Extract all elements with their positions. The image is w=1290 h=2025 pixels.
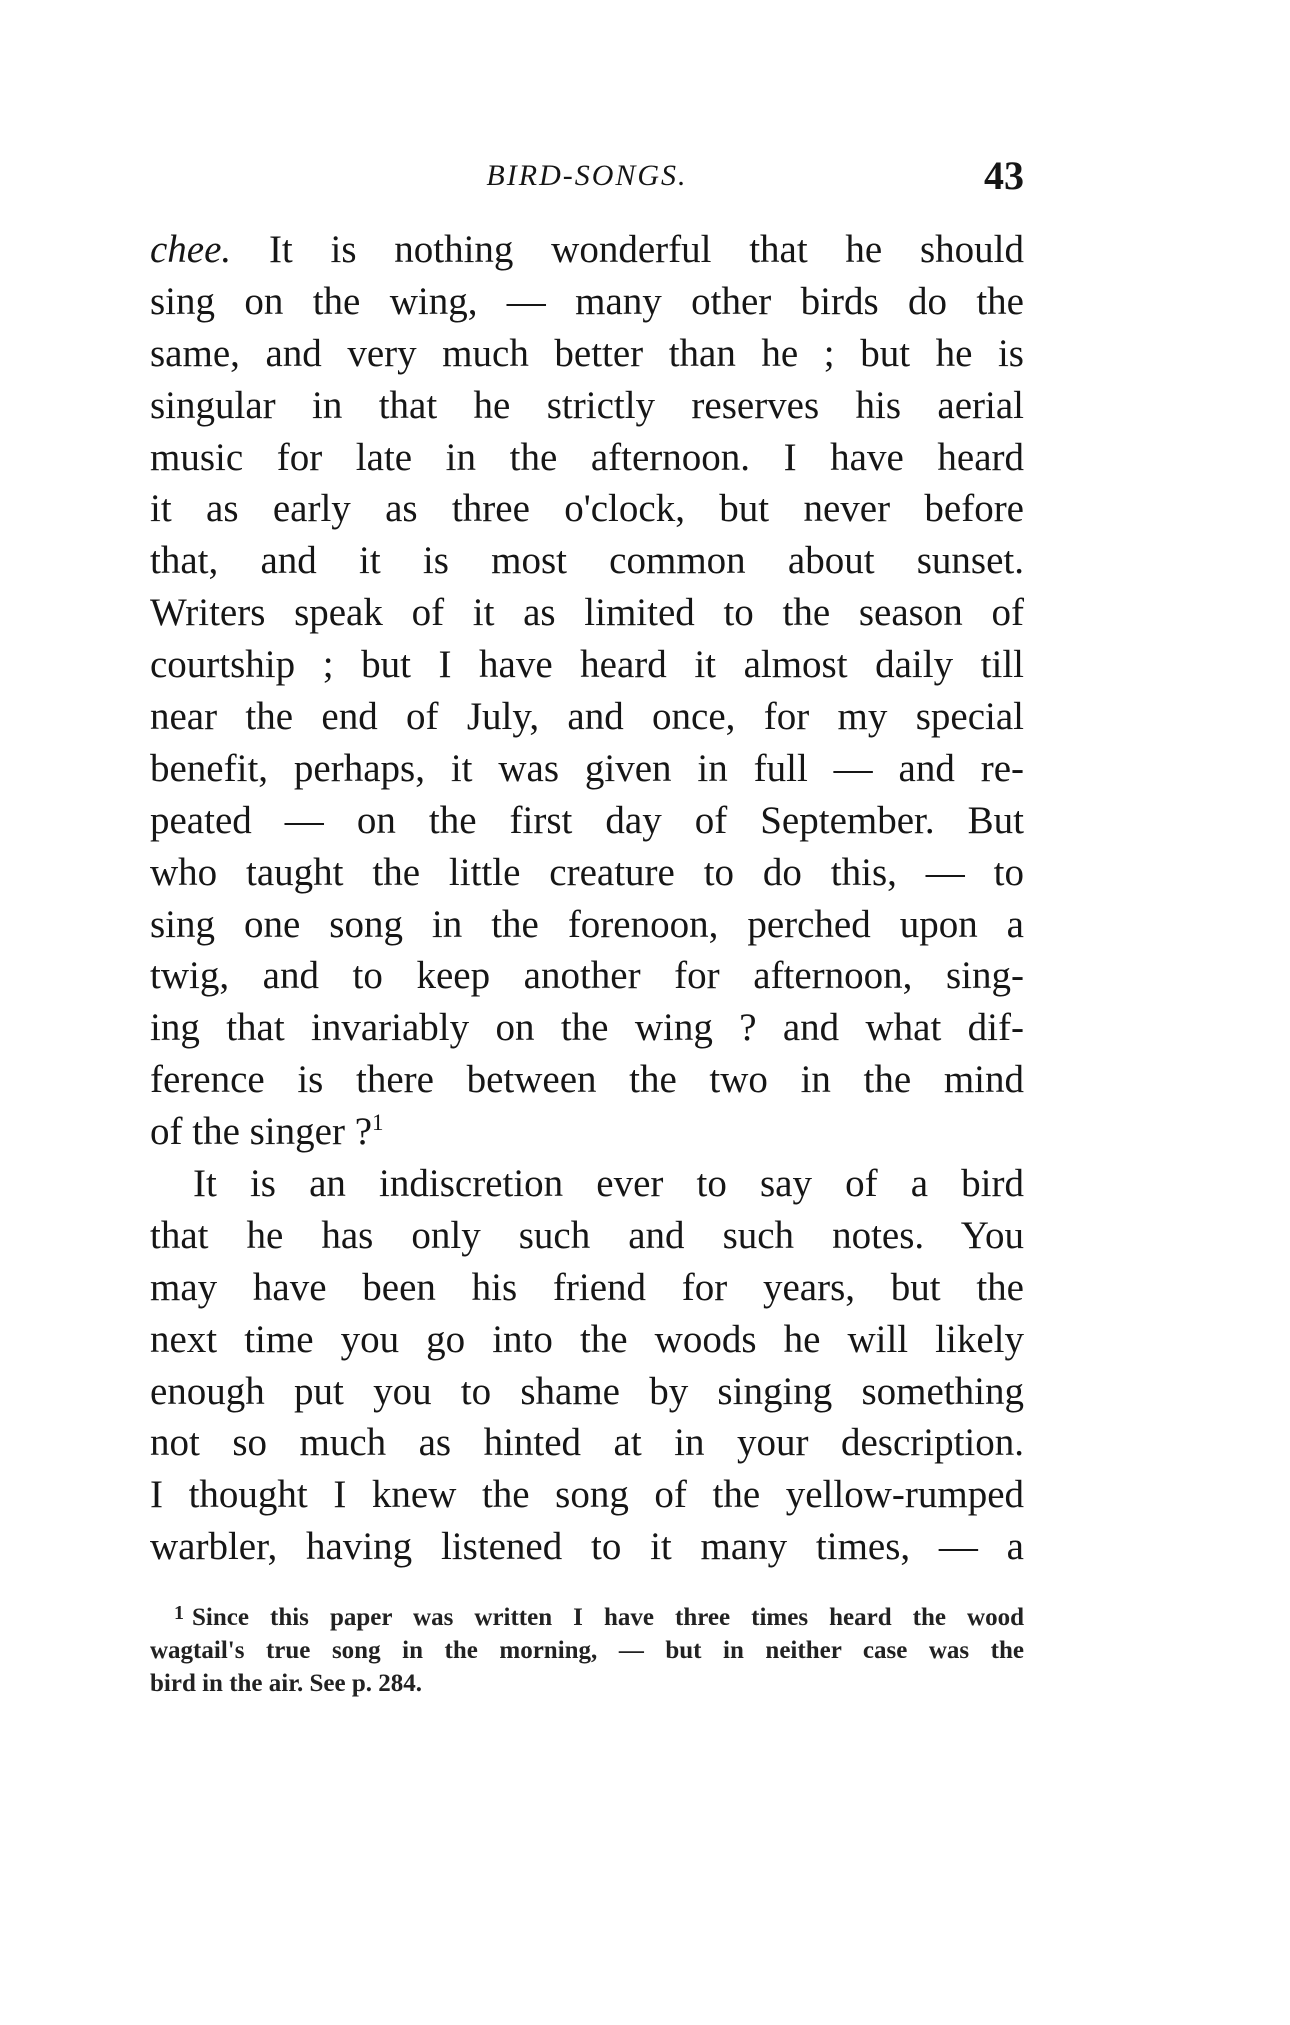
- text-line: benefit, perhaps, it was given in full — and re-: [150, 746, 1024, 790]
- paragraph-start-line: It is an indiscretion ever to say of a bird: [193, 1162, 1024, 1206]
- text-line: singular in that he strictly reserves his aerial: [150, 383, 1024, 427]
- footnote-line: $^1$ Since this paper was written I have three times heard the wood: [174, 1602, 1024, 1631]
- footnote: [150, 1601, 1024, 1700]
- page-number: 43: [984, 153, 1024, 198]
- text-line: chee. It is nothing wonderful that he should: [150, 228, 1024, 271]
- running-title: BIRD-SONGS.: [486, 159, 688, 192]
- text-line: of the singer ?$^1$: [150, 1110, 384, 1154]
- body-text: [150, 224, 1024, 1573]
- text-line: near the end of July, and once, for my special: [150, 695, 1024, 739]
- text-line: who taught the little creature to do this, — to: [150, 850, 1024, 894]
- text-line: ference is there between the two in the mind: [150, 1058, 1024, 1102]
- text-line: that, and it is most common about sunset.: [150, 539, 1024, 583]
- italic-word: chee.: [150, 228, 232, 271]
- footnote-line: wagtail's true song in the morning, — but in neither case was the: [150, 1637, 1024, 1664]
- footnote-line: bird in the air. See p. 284.: [150, 1670, 423, 1697]
- text-line: sing on the wing, — many other birds do the: [150, 279, 1024, 323]
- footnote-reference: 1: [372, 1110, 384, 1136]
- text-line: enough put you to shame by singing something: [150, 1369, 1024, 1413]
- text-line: same, and very much better than he ; but he is: [150, 331, 1024, 375]
- text-line: next time you go into the woods he will likely: [150, 1317, 1024, 1361]
- text-line: that he has only such and such notes. You: [150, 1213, 1024, 1257]
- text-line: twig, and to keep another for afternoon, sing-: [150, 954, 1024, 998]
- text-line: Writers speak of it as limited to the season of: [150, 591, 1024, 635]
- footnote-marker: 1: [174, 1602, 184, 1624]
- text-line: ing that invariably on the wing ? and what dif-: [150, 1006, 1024, 1050]
- text-line: courtship ; but I have heard it almost daily till: [150, 643, 1024, 687]
- text-line: warbler, having listened to it many times, — a: [150, 1525, 1024, 1569]
- text-line: I thought I knew the song of the yellow-rumped: [150, 1473, 1024, 1517]
- text-line: sing one song in the forenoon, perched upon a: [150, 902, 1024, 946]
- text-line: not so much as hinted at in your description.: [150, 1421, 1024, 1465]
- text-line: may have been his friend for years, but the: [150, 1265, 1024, 1309]
- page-header: [150, 152, 1024, 200]
- text-line: peated — on the first day of September. But: [150, 798, 1024, 842]
- text-line: it as early as three o'clock, but never before: [150, 487, 1024, 531]
- text-line: music for late in the afternoon. I have heard: [150, 435, 1024, 479]
